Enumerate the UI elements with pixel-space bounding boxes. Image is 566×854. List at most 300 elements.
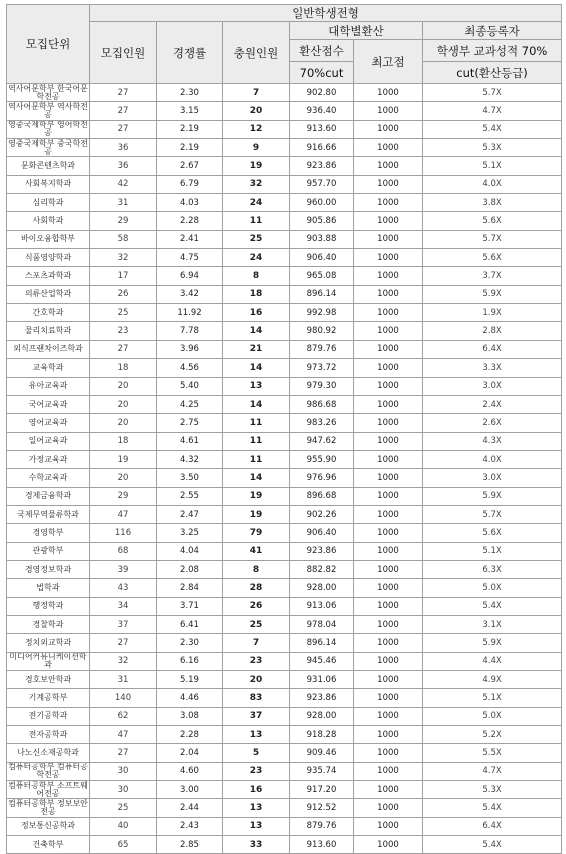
cell-score: 902.26: [290, 505, 354, 523]
cell-score: 903.88: [290, 230, 354, 248]
cell-score: 906.40: [290, 524, 354, 542]
cell-max: 1000: [354, 340, 423, 358]
cell-score: 928.00: [290, 707, 354, 725]
table-row: [7, 194, 562, 212]
cell-grade: 3.1X: [423, 615, 562, 633]
cell-rate: 4.03: [157, 194, 223, 212]
cell-filled: 21: [223, 340, 290, 358]
header-quota: 모집인원: [90, 22, 157, 84]
table-row: [7, 487, 562, 505]
table-row: [7, 799, 562, 817]
cell-dept: 식품영양학과: [7, 249, 90, 267]
cell-dept: 간호학과: [7, 304, 90, 322]
cell-filled: 25: [223, 230, 290, 248]
cell-filled: 9: [223, 139, 290, 157]
cell-dept: 사회복지학과: [7, 175, 90, 193]
cell-rate: 4.75: [157, 249, 223, 267]
cell-quota: 29: [90, 487, 157, 505]
cell-quota: 18: [90, 432, 157, 450]
cell-score: 909.46: [290, 744, 354, 762]
cell-max: 1000: [354, 157, 423, 175]
cell-dept: 경영학부: [7, 524, 90, 542]
cell-grade: 3.0X: [423, 377, 562, 395]
table-row: [7, 249, 562, 267]
cell-rate: 3.96: [157, 340, 223, 358]
cell-score: 955.90: [290, 450, 354, 468]
cell-rate: 2.43: [157, 817, 223, 835]
cell-score: 979.30: [290, 377, 354, 395]
cell-rate: 6.41: [157, 615, 223, 633]
table-row: [7, 102, 562, 120]
cell-max: 1000: [354, 359, 423, 377]
cell-grade: 2.8X: [423, 322, 562, 340]
cell-score: 936.40: [290, 102, 354, 120]
cell-rate: 3.08: [157, 707, 223, 725]
cell-score: 906.40: [290, 249, 354, 267]
cell-grade: 1.9X: [423, 304, 562, 322]
cell-max: 1000: [354, 707, 423, 725]
cell-max: 1000: [354, 414, 423, 432]
cell-quota: 31: [90, 194, 157, 212]
cell-max: 1000: [354, 249, 423, 267]
cell-filled: 13: [223, 799, 290, 817]
cell-rate: 2.08: [157, 560, 223, 578]
cell-filled: 7: [223, 634, 290, 652]
cell-grade: 4.7X: [423, 102, 562, 120]
cell-rate: 3.42: [157, 285, 223, 303]
cell-filled: 18: [223, 285, 290, 303]
table-row: [7, 340, 562, 358]
cell-dept: 사회학과: [7, 212, 90, 230]
cell-dept: 가정교육과: [7, 450, 90, 468]
cell-dept: 법학과: [7, 579, 90, 597]
cell-rate: 6.79: [157, 175, 223, 193]
cell-filled: 5: [223, 744, 290, 762]
cell-grade: 5.3X: [423, 781, 562, 799]
cell-max: 1000: [354, 671, 423, 689]
cell-filled: 24: [223, 194, 290, 212]
cell-quota: 19: [90, 450, 157, 468]
cell-dept: 수학교육과: [7, 469, 90, 487]
cell-rate: 2.55: [157, 487, 223, 505]
cell-max: 1000: [354, 450, 423, 468]
cell-rate: 2.67: [157, 157, 223, 175]
cell-rate: 4.60: [157, 762, 223, 780]
cell-dept: 물리치료학과: [7, 322, 90, 340]
table-row: [7, 359, 562, 377]
cell-rate: 4.32: [157, 450, 223, 468]
cell-quota: 29: [90, 212, 157, 230]
cell-grade: 5.0X: [423, 579, 562, 597]
cell-filled: 14: [223, 395, 290, 413]
cell-dept: 영어교육과: [7, 414, 90, 432]
cell-max: 1000: [354, 120, 423, 138]
cell-filled: 83: [223, 689, 290, 707]
cell-grade: 5.1X: [423, 689, 562, 707]
table-row: [7, 84, 562, 102]
cell-max: 1000: [354, 579, 423, 597]
cell-max: 1000: [354, 615, 423, 633]
cell-max: 1000: [354, 505, 423, 523]
cell-score: 935.74: [290, 762, 354, 780]
cell-quota: 27: [90, 84, 157, 102]
cell-dept: 경제금융학과: [7, 487, 90, 505]
cell-score: 918.28: [290, 726, 354, 744]
cell-quota: 40: [90, 817, 157, 835]
cell-grade: 3.0X: [423, 469, 562, 487]
cell-rate: 3.15: [157, 102, 223, 120]
table-row: [7, 414, 562, 432]
cell-dept: 영중국제학부 중국학전공: [8, 138, 88, 156]
cell-max: 1000: [354, 322, 423, 340]
cell-score: 912.52: [290, 799, 354, 817]
cell-score: 902.80: [290, 84, 354, 102]
cell-dept: 미디어커뮤니케이션학과: [7, 652, 90, 670]
cell-grade: 5.1X: [423, 157, 562, 175]
cell-quota: 26: [90, 285, 157, 303]
cell-rate: 4.56: [157, 359, 223, 377]
cell-grade: 5.1X: [423, 542, 562, 560]
cell-quota: 20: [90, 469, 157, 487]
cell-dept: 행정학과: [7, 597, 90, 615]
cell-max: 1000: [354, 560, 423, 578]
cell-quota: 37: [90, 615, 157, 633]
table-row: [7, 395, 562, 413]
cell-filled: 11: [223, 212, 290, 230]
table-row: [7, 615, 562, 633]
cell-score: 973.72: [290, 359, 354, 377]
table-row: [7, 781, 562, 799]
table-row: [7, 689, 562, 707]
cell-max: 1000: [354, 212, 423, 230]
cell-rate: 11.92: [157, 304, 223, 322]
cell-dept: 심리학과: [7, 194, 90, 212]
cell-dept: 경찰학과: [7, 615, 90, 633]
cell-max: 1000: [354, 377, 423, 395]
cell-max: 1000: [354, 634, 423, 652]
cell-quota: 27: [90, 102, 157, 120]
cell-filled: 13: [223, 726, 290, 744]
cell-dept: 역사어문학부 한국어문학전공: [8, 83, 88, 101]
cell-quota: 20: [90, 395, 157, 413]
cell-rate: 2.28: [157, 212, 223, 230]
cell-filled: 28: [223, 579, 290, 597]
cell-max: 1000: [354, 194, 423, 212]
cell-dept: 컴퓨터공학부 정보보안전공: [8, 799, 88, 817]
cell-quota: 23: [90, 322, 157, 340]
cell-filled: 37: [223, 707, 290, 725]
cell-grade: 3.3X: [423, 359, 562, 377]
header-dept: 모집단위: [7, 5, 90, 84]
header-general: 일반학생전형: [90, 5, 562, 22]
cell-grade: 4.9X: [423, 671, 562, 689]
cell-rate: 7.78: [157, 322, 223, 340]
cell-max: 1000: [354, 744, 423, 762]
table-row: [7, 579, 562, 597]
cell-rate: 4.61: [157, 432, 223, 450]
cell-grade: 5.3X: [423, 139, 562, 157]
cell-max: 1000: [354, 689, 423, 707]
cell-filled: 14: [223, 469, 290, 487]
cell-max: 1000: [354, 762, 423, 780]
table-row: [7, 450, 562, 468]
cell-filled: 14: [223, 322, 290, 340]
cell-dept: 영중국제학부 영어학전공: [8, 120, 88, 138]
header-final-sub1: 학생부 교과성적 70%: [423, 40, 562, 62]
cell-quota: 20: [90, 414, 157, 432]
cell-score: 905.86: [290, 212, 354, 230]
cell-rate: 6.16: [157, 652, 223, 670]
cell-quota: 32: [90, 249, 157, 267]
cell-quota: 34: [90, 597, 157, 615]
cell-rate: 2.19: [157, 139, 223, 157]
cell-grade: 5.9X: [423, 634, 562, 652]
header-final-sub2: cut(환산등급): [423, 62, 562, 84]
cell-dept: 국제무역물류학과: [7, 505, 90, 523]
cell-score: 913.60: [290, 836, 354, 854]
cell-dept: 유아교육과: [7, 377, 90, 395]
cell-dept: 의류산업학과: [7, 285, 90, 303]
cell-rate: 2.04: [157, 744, 223, 762]
table-row: [7, 285, 562, 303]
table-row: [7, 836, 562, 854]
table-row: [7, 377, 562, 395]
cell-filled: 41: [223, 542, 290, 560]
cell-filled: 32: [223, 175, 290, 193]
cell-score: 976.96: [290, 469, 354, 487]
cell-score: 916.66: [290, 139, 354, 157]
cell-score: 960.00: [290, 194, 354, 212]
cell-grade: 5.2X: [423, 726, 562, 744]
cell-max: 1000: [354, 524, 423, 542]
cell-dept: 외식프랜차이즈학과: [7, 340, 90, 358]
cell-grade: 2.4X: [423, 395, 562, 413]
cell-score: 913.06: [290, 597, 354, 615]
cell-score: 957.70: [290, 175, 354, 193]
cell-quota: 18: [90, 359, 157, 377]
cell-score: 879.76: [290, 817, 354, 835]
table-row: [7, 817, 562, 835]
cell-rate: 4.25: [157, 395, 223, 413]
cell-score: 879.76: [290, 340, 354, 358]
table-row: [7, 230, 562, 248]
cell-quota: 25: [90, 304, 157, 322]
table-row: [7, 542, 562, 560]
cell-max: 1000: [354, 230, 423, 248]
cell-max: 1000: [354, 652, 423, 670]
cell-quota: 30: [90, 781, 157, 799]
table-row: [7, 634, 562, 652]
cell-rate: 3.71: [157, 597, 223, 615]
cell-rate: 4.04: [157, 542, 223, 560]
cell-grade: 6.3X: [423, 560, 562, 578]
table-row: [7, 469, 562, 487]
cell-quota: 17: [90, 267, 157, 285]
cell-quota: 20: [90, 377, 157, 395]
cell-score: 983.26: [290, 414, 354, 432]
cell-max: 1000: [354, 781, 423, 799]
cell-grade: 2.6X: [423, 414, 562, 432]
cell-filled: 8: [223, 560, 290, 578]
cell-score: 928.00: [290, 579, 354, 597]
cell-max: 1000: [354, 139, 423, 157]
cell-filled: 11: [223, 450, 290, 468]
cell-rate: 2.30: [157, 634, 223, 652]
table-row: [7, 432, 562, 450]
cell-grade: 4.4X: [423, 652, 562, 670]
cell-score: 980.92: [290, 322, 354, 340]
header-rate: 경쟁률: [157, 22, 223, 84]
cell-grade: 3.8X: [423, 194, 562, 212]
cell-score: 896.14: [290, 634, 354, 652]
cell-rate: 2.44: [157, 799, 223, 817]
cell-dept: 교육학과: [7, 359, 90, 377]
cell-filled: 24: [223, 249, 290, 267]
cell-filled: 23: [223, 652, 290, 670]
cell-score: 917.20: [290, 781, 354, 799]
cell-filled: 8: [223, 267, 290, 285]
cell-rate: 6.94: [157, 267, 223, 285]
cell-filled: 19: [223, 505, 290, 523]
header-conv: 대학별환산: [290, 22, 423, 40]
cell-max: 1000: [354, 395, 423, 413]
cell-dept: 정치외교학과: [7, 634, 90, 652]
cell-filled: 26: [223, 597, 290, 615]
cell-quota: 36: [90, 157, 157, 175]
cell-filled: 16: [223, 304, 290, 322]
cell-rate: 2.84: [157, 579, 223, 597]
cell-dept: 관광학부: [7, 542, 90, 560]
cell-max: 1000: [354, 726, 423, 744]
cell-rate: 2.85: [157, 836, 223, 854]
table-row: [7, 762, 562, 780]
cell-quota: 140: [90, 689, 157, 707]
cell-dept: 스포츠과학과: [7, 267, 90, 285]
table-row: [7, 744, 562, 762]
cell-grade: 6.4X: [423, 340, 562, 358]
cell-dept: 컴퓨터공학부 소프트웨어전공: [8, 780, 88, 798]
cell-max: 1000: [354, 469, 423, 487]
cell-dept: 전자공학과: [7, 726, 90, 744]
table-row: [7, 175, 562, 193]
cell-quota: 32: [90, 652, 157, 670]
cell-filled: 33: [223, 836, 290, 854]
cell-quota: 62: [90, 707, 157, 725]
cell-grade: 5.4X: [423, 597, 562, 615]
table-row: [7, 505, 562, 523]
cell-rate: 2.30: [157, 84, 223, 102]
table-row: [7, 304, 562, 322]
cell-rate: 3.00: [157, 781, 223, 799]
table-row: [7, 560, 562, 578]
cell-quota: 116: [90, 524, 157, 542]
cell-grade: 5.9X: [423, 487, 562, 505]
cell-rate: 5.40: [157, 377, 223, 395]
cell-quota: 27: [90, 120, 157, 138]
cell-rate: 2.28: [157, 726, 223, 744]
cell-quota: 39: [90, 560, 157, 578]
cell-score: 923.86: [290, 689, 354, 707]
cell-dept: 문화콘텐츠학과: [7, 157, 90, 175]
cell-score: 896.14: [290, 285, 354, 303]
cell-dept: 국어교육과: [7, 395, 90, 413]
cell-max: 1000: [354, 304, 423, 322]
cell-grade: 5.6X: [423, 249, 562, 267]
cell-score: 923.86: [290, 542, 354, 560]
cell-max: 1000: [354, 487, 423, 505]
cell-quota: 30: [90, 762, 157, 780]
cell-max: 1000: [354, 267, 423, 285]
cell-max: 1000: [354, 836, 423, 854]
cell-max: 1000: [354, 597, 423, 615]
cell-score: 986.68: [290, 395, 354, 413]
header-max: 최고점: [354, 40, 423, 84]
cell-filled: 12: [223, 120, 290, 138]
cell-dept: 건축학부: [7, 836, 90, 854]
cell-quota: 42: [90, 175, 157, 193]
cell-filled: 7: [223, 84, 290, 102]
cell-dept: 경호보안학과: [7, 671, 90, 689]
cell-dept: 바이오융합학부: [7, 230, 90, 248]
cell-quota: 25: [90, 799, 157, 817]
cell-grade: 4.0X: [423, 175, 562, 193]
cell-filled: 16: [223, 781, 290, 799]
cell-filled: 13: [223, 817, 290, 835]
cell-grade: 5.7X: [423, 84, 562, 102]
cell-quota: 43: [90, 579, 157, 597]
cell-dept: 정보통신공학과: [7, 817, 90, 835]
cell-quota: 47: [90, 726, 157, 744]
cell-score: 965.08: [290, 267, 354, 285]
table-row: [7, 157, 562, 175]
admissions-table: [6, 4, 562, 854]
cell-dept: 전기공학과: [7, 707, 90, 725]
cell-quota: 27: [90, 634, 157, 652]
admissions-table-container: [6, 4, 561, 854]
cell-score: 947.62: [290, 432, 354, 450]
cell-score: 992.98: [290, 304, 354, 322]
cell-score: 913.60: [290, 120, 354, 138]
cell-grade: 6.4X: [423, 817, 562, 835]
cell-filled: 25: [223, 615, 290, 633]
table-row: [7, 597, 562, 615]
cell-score: 931.06: [290, 671, 354, 689]
table-row: [7, 139, 562, 157]
cell-filled: 19: [223, 157, 290, 175]
table-body: [7, 84, 562, 854]
cell-dept: 나노신소재공학과: [7, 744, 90, 762]
cell-max: 1000: [354, 84, 423, 102]
table-row: [7, 707, 562, 725]
cell-quota: 47: [90, 505, 157, 523]
table-row: [7, 212, 562, 230]
cell-max: 1000: [354, 102, 423, 120]
cell-quota: 68: [90, 542, 157, 560]
table-header: [7, 5, 562, 84]
cell-grade: 5.0X: [423, 707, 562, 725]
cell-quota: 27: [90, 744, 157, 762]
cell-grade: 4.0X: [423, 450, 562, 468]
cell-max: 1000: [354, 285, 423, 303]
cell-rate: 2.41: [157, 230, 223, 248]
table-row: [7, 652, 562, 670]
table-row: [7, 671, 562, 689]
header-final: 최종등록자: [423, 22, 562, 40]
cell-grade: 5.7X: [423, 230, 562, 248]
cell-grade: 5.4X: [423, 120, 562, 138]
table-row: [7, 267, 562, 285]
table-row: [7, 322, 562, 340]
